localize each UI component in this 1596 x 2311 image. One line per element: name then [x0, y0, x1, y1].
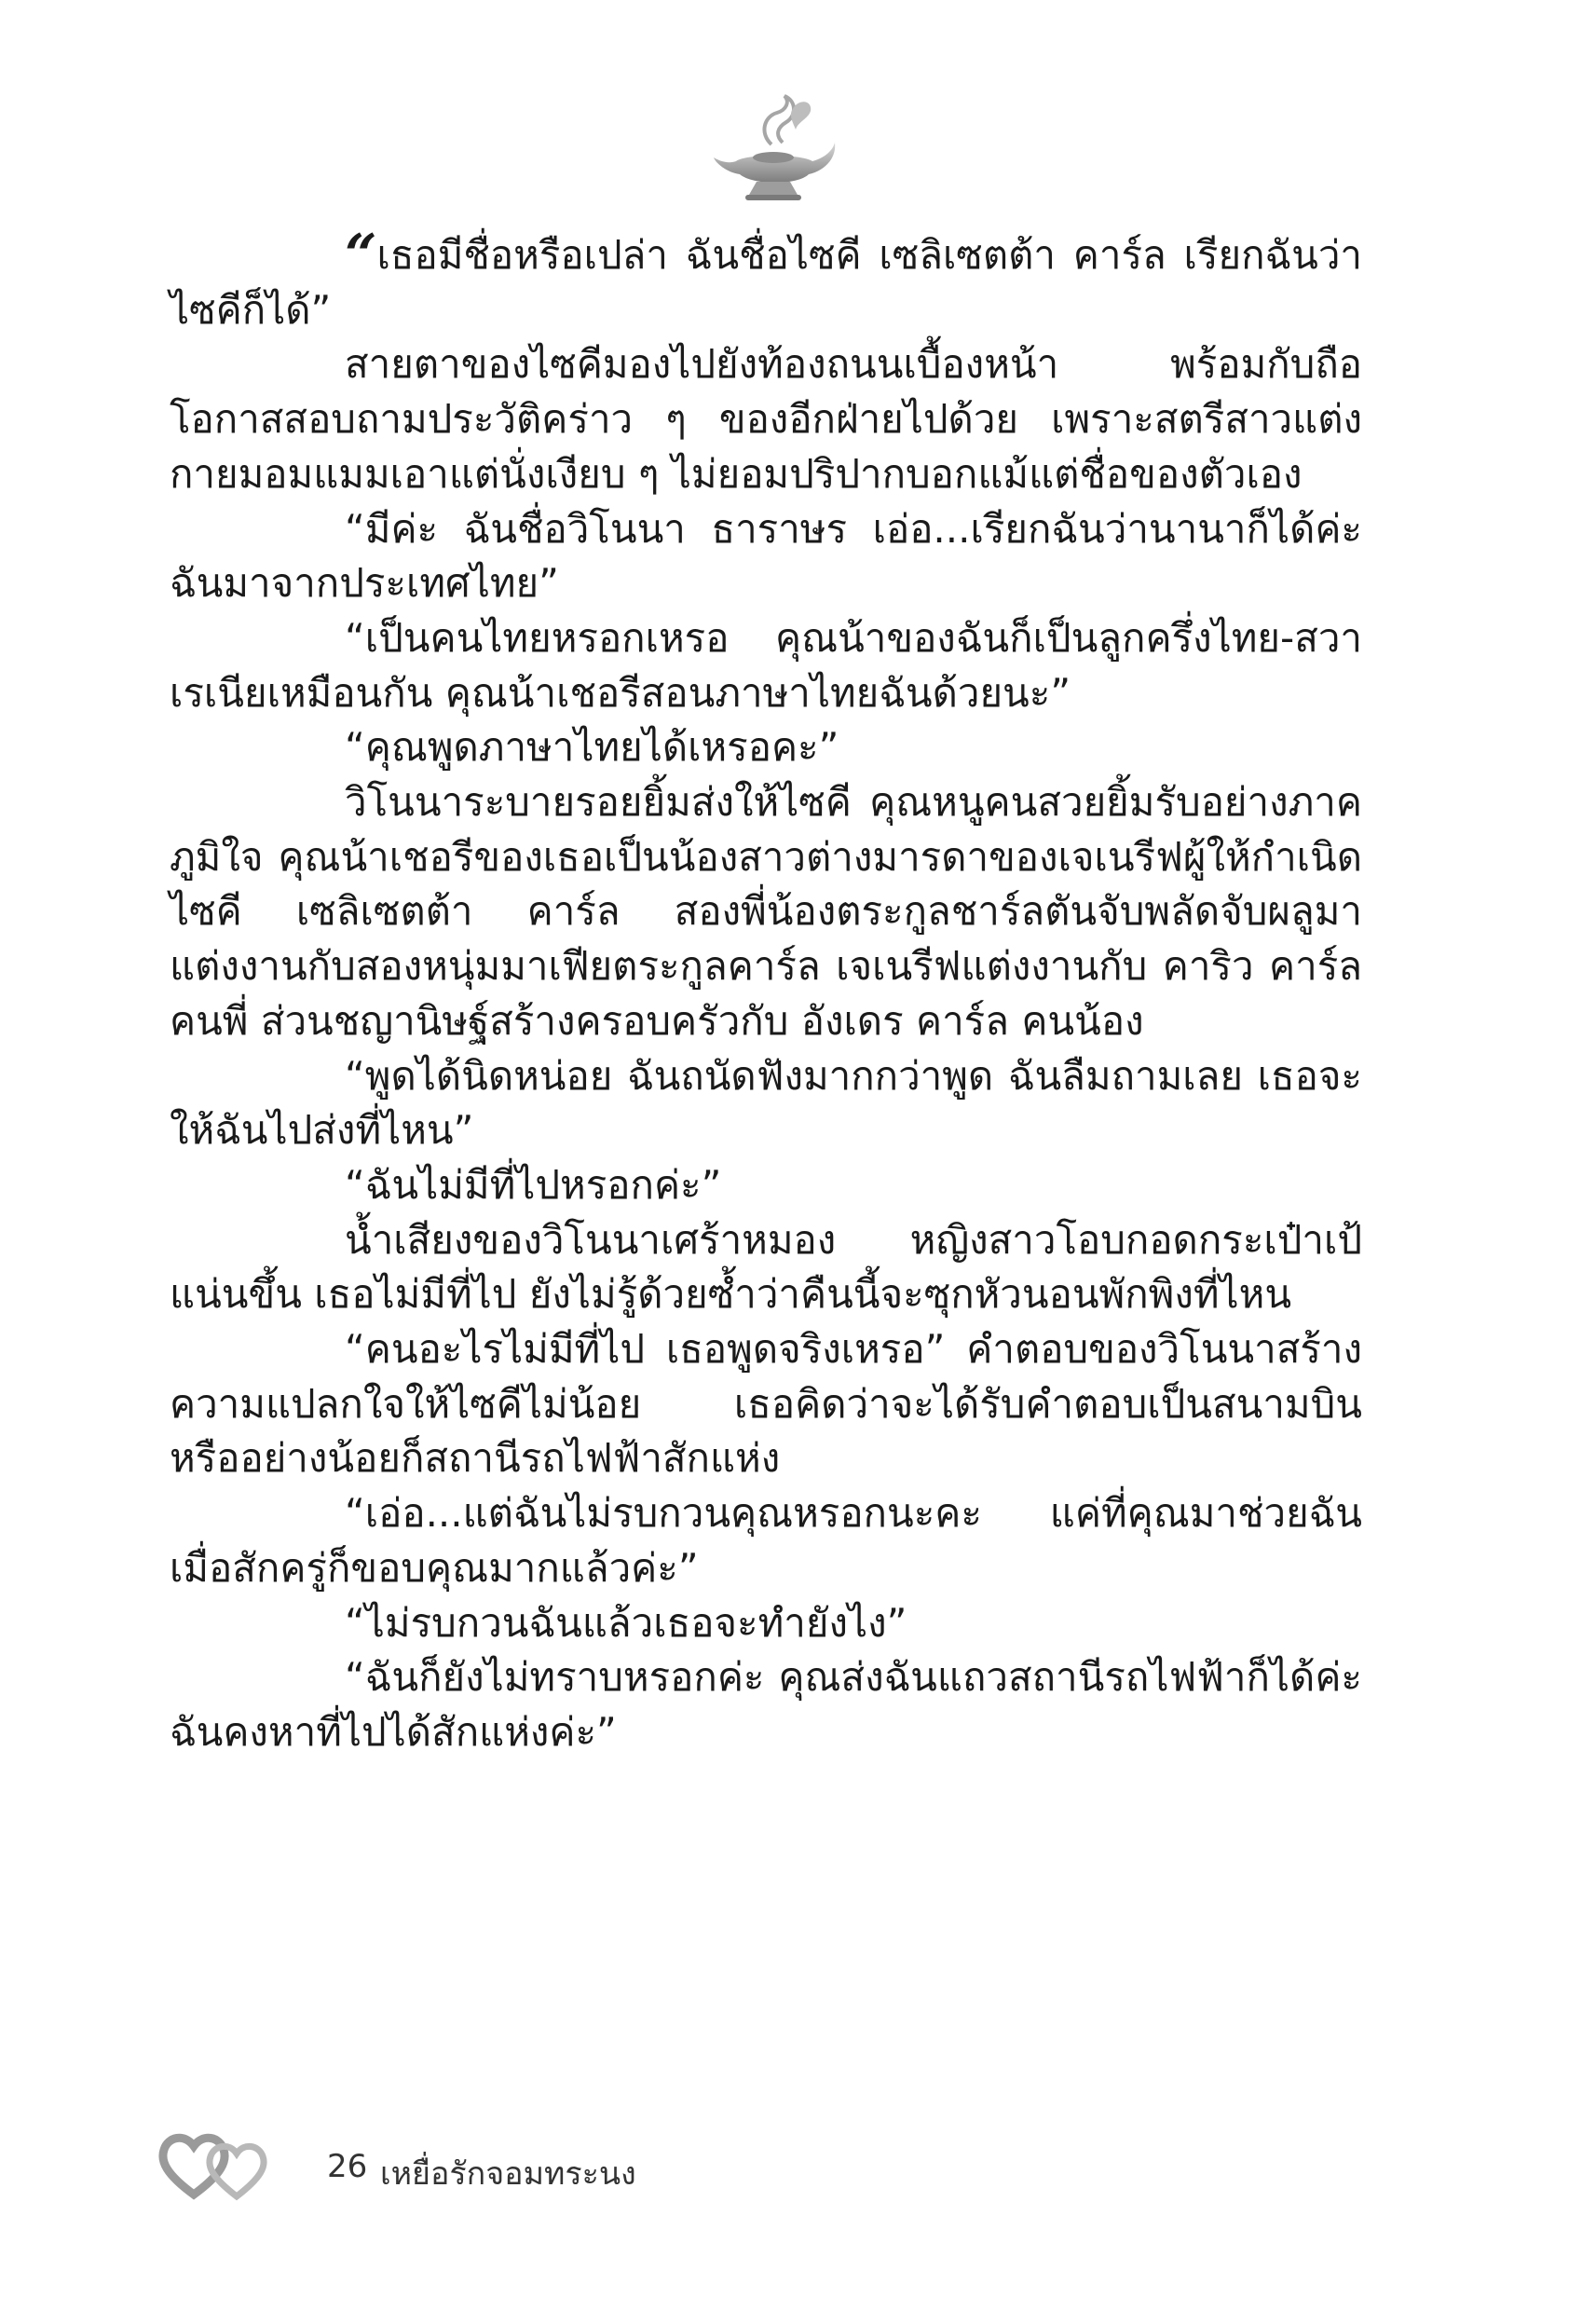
paragraph-3: “มีค่ะ ฉันชื่อวิโนนา ธาราษร เอ่อ...เรียกฉันว่านานาก็ได้ค่ะ ฉันมาจากประเทศไทย”	[170, 505, 1362, 607]
page-footer	[157, 2127, 809, 2202]
paragraph-11: “เอ่อ...แต่ฉันไม่รบกวนคุณหรอกนะคะ แค่ที่คุณมาช่วยฉันเมื่อสักครู่ก็ขอบคุณมากแล้วค่ะ”	[170, 1490, 1362, 1591]
paragraph-9: น้ำเสียงของวิโนนาเศร้าหมอง หญิงสาวโอบกอดกระเป๋าเป้แน่นขึ้น เธอไม่มีที่ไป ยังไม่รู้ด้วยซ้ำว่าคืนนี้จะซุกหัวนอนพักพิงที่ไหน	[170, 1216, 1362, 1318]
page-number: 26	[327, 2148, 368, 2185]
paragraph-10: “คนอะไรไม่มีที่ไป เธอพูดจริงเหรอ” คำตอบของวิโนนาสร้างความแปลกใจให้ไซคีไม่น้อย เธอคิดว่าจะได้รับคำตอบเป็นสนามบิน หรืออย่างน้อยก็สถานีรถไฟฟ้าสักแห่ง	[170, 1326, 1362, 1482]
paragraph-8: “ฉันไม่มีที่ไปหรอกค่ะ”	[345, 1161, 722, 1208]
paragraph-1	[170, 223, 1362, 337]
hearts-icon	[157, 2127, 287, 2202]
story-body	[170, 223, 1362, 1760]
magic-lamp-icon	[708, 89, 839, 210]
paragraph-12: “ไม่รบกวนฉันแล้วเธอจะทำยังไง”	[345, 1599, 907, 1646]
paragraph-2: สายตาของไซคีมองไปยังท้องถนนเบื้องหน้า พร้อมกับถือโอกาสสอบถามประวัติคร่าว ๆ ของอีกฝ่ายไปด้วย เพราะสตรีสาวแต่งกายมอมแมมเอาแต่นั่งเงียบ ๆ ไม่ยอมปริปากบอกแม้แต่ชื่อของตัวเอง	[170, 341, 1362, 497]
paragraph-6: วิโนนาระบายรอยยิ้มส่งให้ไซคี คุณหนูคนสวยยิ้มรับอย่างภาคภูมิใจ คุณน้าเชอรีของเธอเป็นน้องสาวต่างมารดาของเจเนรีฟผู้ให้กำเนิด ไซคี เซลิเซตต้า คาร์ล สองพี่น้องตระกูลชาร์ลตันจับพลัดจับผลูมาแต่งงานกับสองหนุ่มมาเฟียตระกูลคาร์ล เจเนรีฟแต่งงานกับ คาริว คาร์ล คนพี่ ส่วนชญานิษฐ์สร้างครอบครัวกับ อังเดร คาร์ล คนน้อง	[170, 779, 1362, 1044]
paragraph-13: “ฉันก็ยังไม่ทราบหรอกค่ะ คุณส่งฉันแถวสถานีรถไฟฟ้าก็ได้ค่ะ ฉันคงหาที่ไปได้สักแห่งค่ะ”	[170, 1654, 1362, 1755]
paragraph-7: “พูดได้นิดหน่อย ฉันถนัดฟังมากกว่าพูด ฉันลืมถามเลย เธอจะให้ฉันไปส่งที่ไหน”	[170, 1052, 1362, 1154]
paragraph-4: “เป็นคนไทยหรอกเหรอ คุณน้าของฉันก็เป็นลูกครึ่งไทย-สวาเรเนียเหมือนกัน คุณน้าเชอรีสอนภาษาไทยฉันด้วยนะ”	[170, 614, 1362, 716]
opening-quote-mark: “	[345, 223, 377, 288]
paragraph-1-text: เธอมีชื่อหรือเปล่า ฉันชื่อไซคี เซลิเซตต้า คาร์ล เรียกฉันว่าไซคีก็ได้”	[170, 232, 1362, 333]
paragraph-5: “คุณพูดภาษาไทยได้เหรอคะ”	[345, 724, 839, 771]
book-title: เหยื่อรักจอมทระนง	[380, 2155, 636, 2193]
